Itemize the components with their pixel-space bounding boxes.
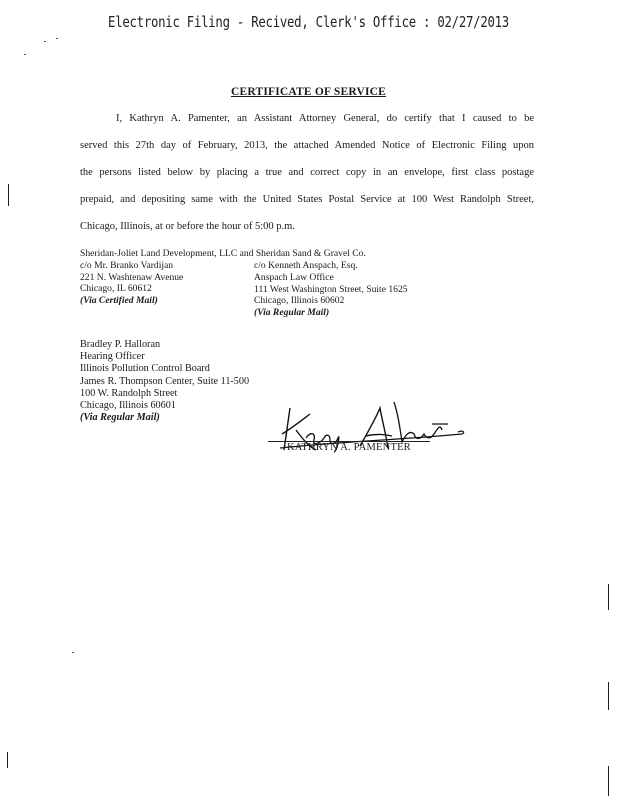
scan-artifact bbox=[7, 752, 8, 768]
signer-name: KATHRYN A. PAMENTER bbox=[287, 442, 411, 453]
recipient-anspach bbox=[254, 260, 408, 319]
recipient-line: c/o Kenneth Anspach, Esq. bbox=[254, 260, 358, 271]
delivery-method: (Via Certified Mail) bbox=[80, 295, 158, 307]
delivery-method: (Via Regular Mail) bbox=[254, 307, 330, 319]
scan-speck bbox=[44, 41, 46, 42]
recipient-line: 100 W. Randolph Street bbox=[80, 387, 178, 399]
recipient-line: Anspach Law Office bbox=[254, 271, 334, 283]
paragraph-line: Chicago, Illinois, at or before the hour of 5:00 p.m. bbox=[80, 221, 295, 232]
recipient-line: c/o Mr. Branko Vardijan bbox=[80, 259, 174, 271]
recipient-line: Chicago, Illinois 60601 bbox=[80, 400, 176, 412]
scan-artifact bbox=[608, 682, 609, 710]
paragraph-line: prepaid, and depositing same with the United States Postal Service at 100 West Randolph Street, bbox=[80, 194, 534, 205]
scan-artifact bbox=[8, 184, 9, 206]
recipient-line: James R. Thompson Center, Suite 11-500 bbox=[80, 375, 250, 387]
recipient-line: Hearing Officer bbox=[80, 351, 145, 363]
recipient-line: Chicago, IL 60612 bbox=[80, 283, 152, 295]
paragraph-line: I, Kathryn A. Pamenter, an Assistant Attorney General, do certify that I caused to be bbox=[116, 113, 534, 124]
scan-speck bbox=[72, 652, 74, 653]
certificate-title: CERTIFICATE OF SERVICE bbox=[230, 86, 387, 98]
paragraph-line: the persons listed below by placing a true and correct copy in an envelope, first class postage bbox=[80, 167, 534, 178]
scan-artifact bbox=[608, 766, 609, 796]
recipient-line: 221 N. Washtenaw Avenue bbox=[80, 271, 184, 283]
recipient-line: 111 West Washington Street, Suite 1625 bbox=[254, 283, 408, 295]
paragraph-line: served this 27th day of February, 2013, the attached Amended Notice of Electronic Filing upon bbox=[80, 140, 534, 151]
scan-speck bbox=[24, 54, 26, 55]
recipient-hearing-officer bbox=[80, 339, 249, 424]
scan-artifact bbox=[608, 584, 609, 610]
delivery-method: (Via Regular Mail) bbox=[80, 412, 160, 424]
recipient-line: Chicago, Illinois 60602 bbox=[254, 295, 345, 307]
recipient-line: Illinois Pollution Control Board bbox=[80, 363, 210, 375]
recipient-line: Sheridan-Joliet Land Development, LLC and Sheridan Sand & Gravel Co. bbox=[80, 248, 366, 259]
electronic-filing-stamp: Electronic Filing - Recived, Clerk's Office : 02/27/2013 bbox=[108, 13, 509, 31]
scan-speck bbox=[56, 38, 58, 39]
recipient-line: Bradley P. Halloran bbox=[80, 339, 161, 350]
